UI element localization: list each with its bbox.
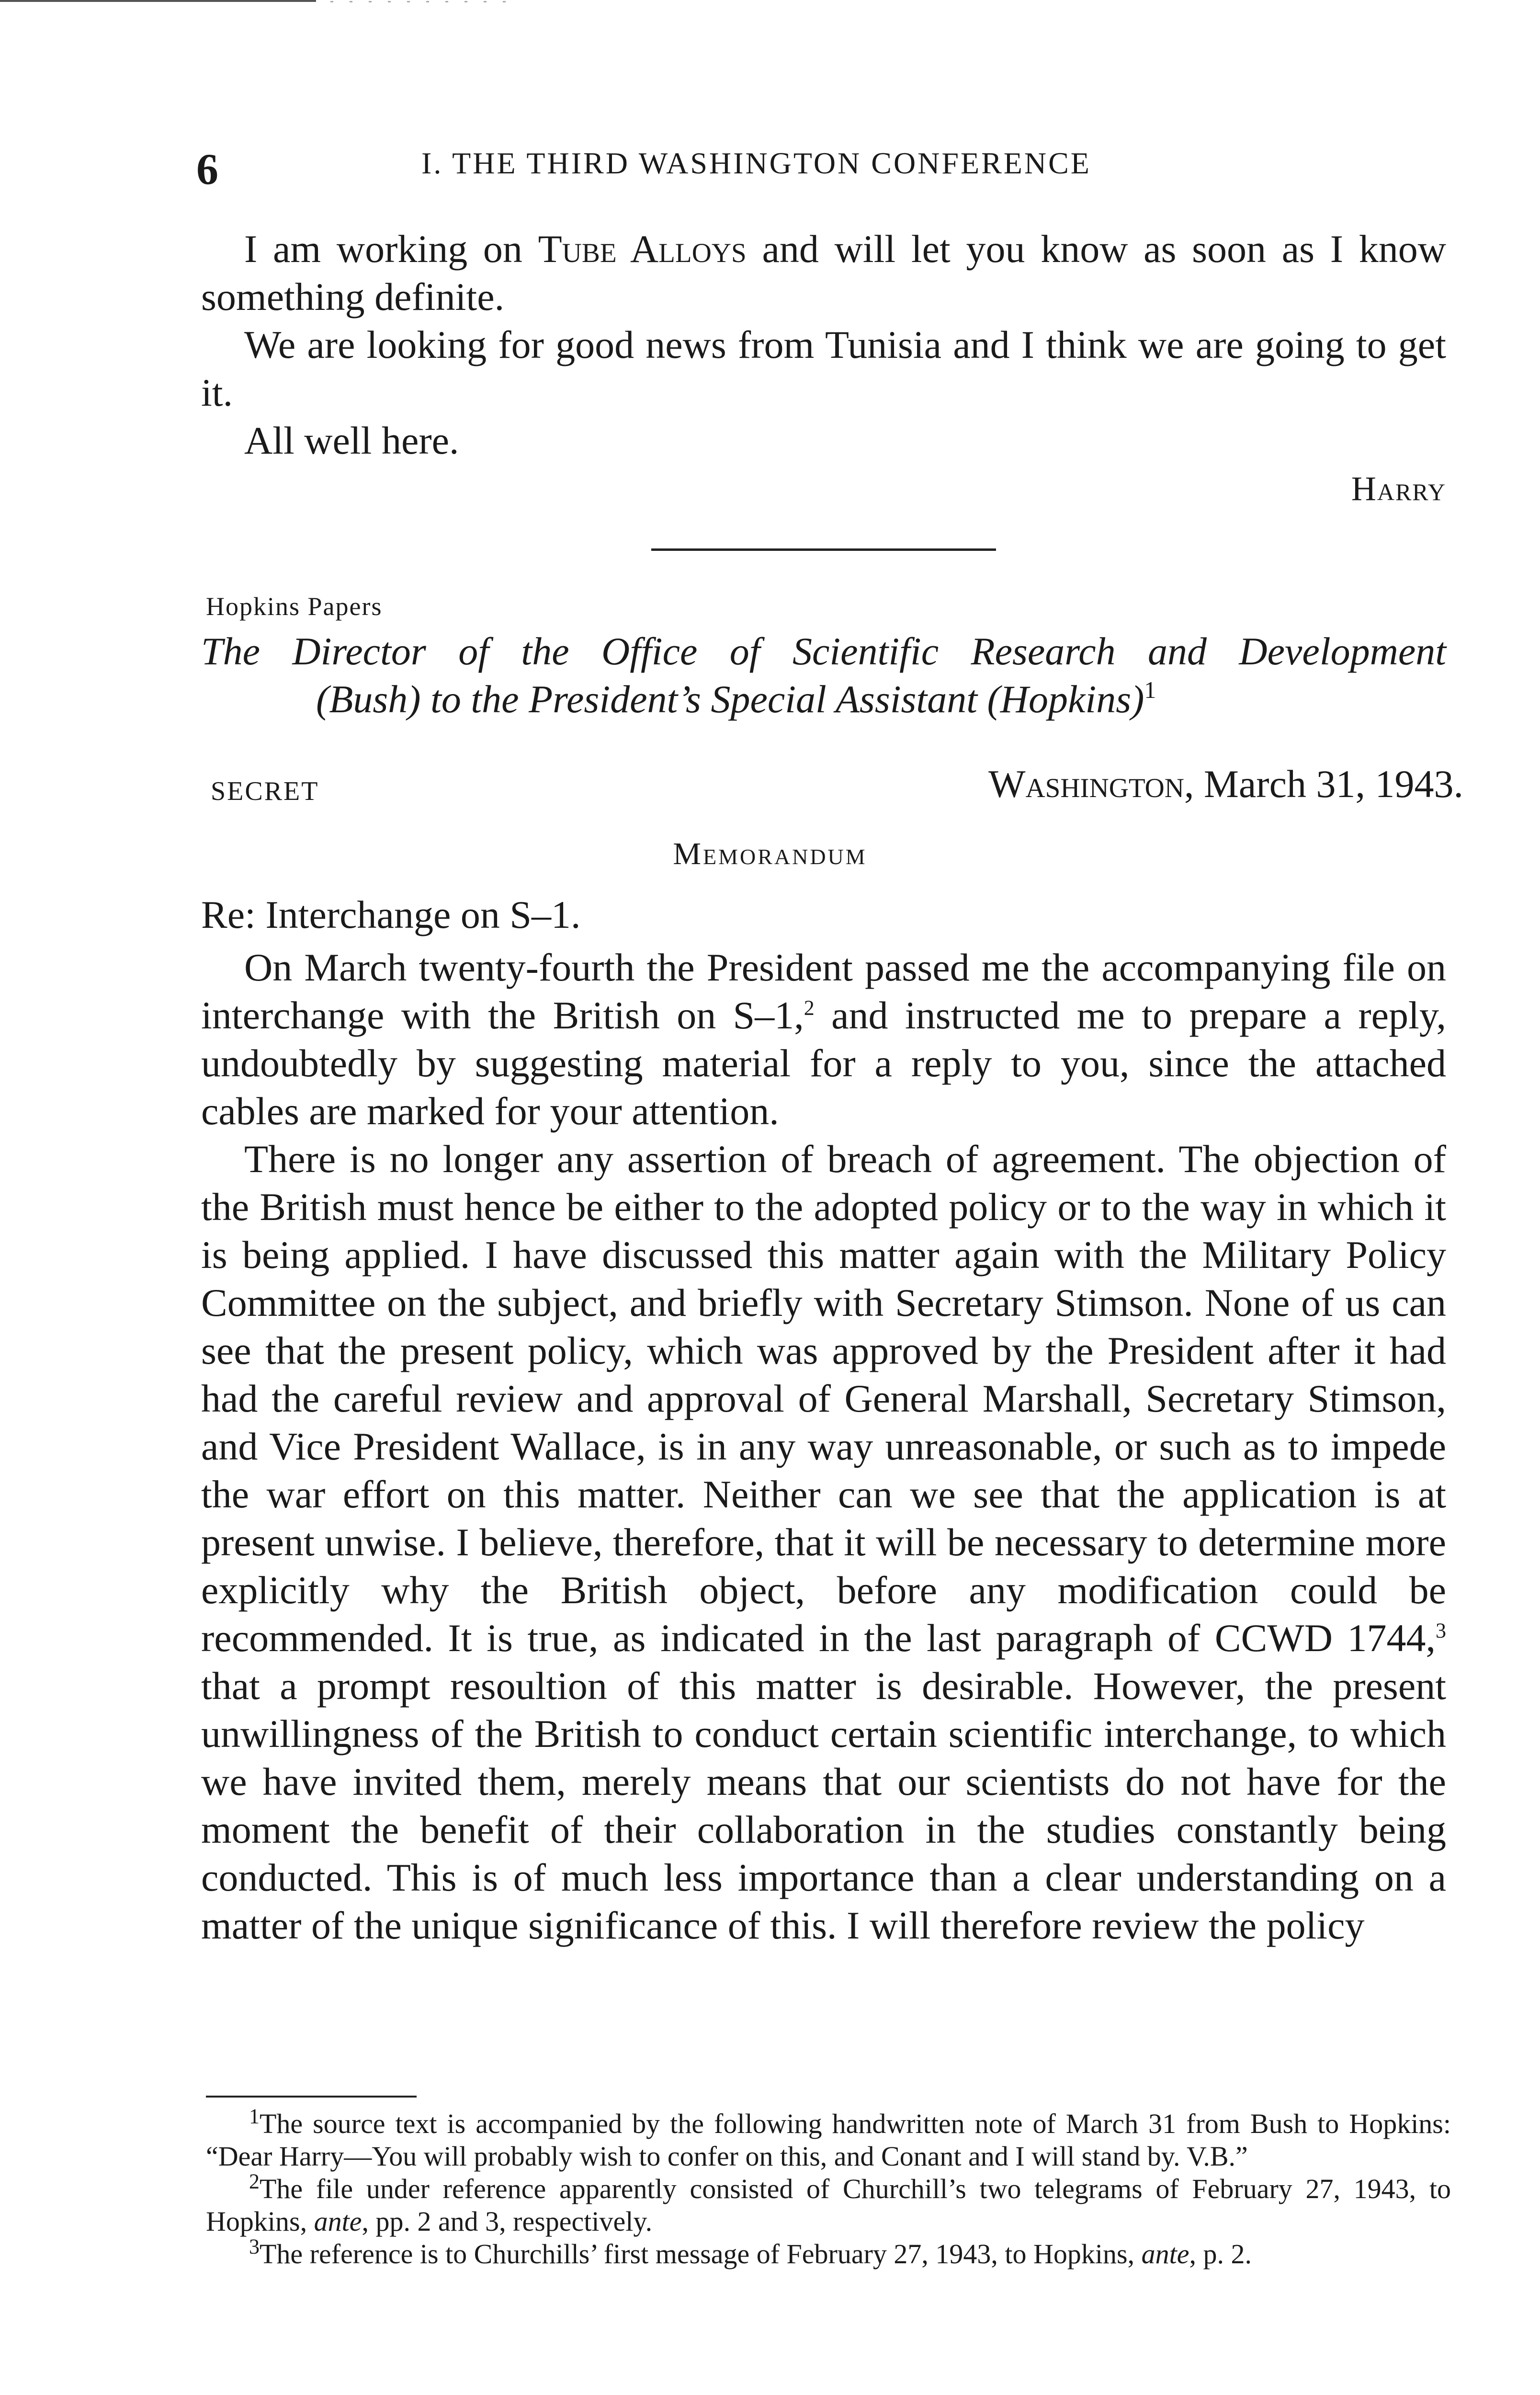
running-title: I. THE THIRD WASHINGTON CONFERENCE — [421, 146, 1091, 180]
letter-paragraph-2: We are looking for good news from Tunisia and I think we are going to get it. — [201, 323, 1446, 414]
footnotes — [206, 2104, 1451, 2270]
document-source: Hopkins Papers — [206, 592, 383, 621]
letter-paragraph-3: All well here. — [244, 419, 459, 462]
memo-paragraph-2: There is no longer any assertion of breach of agreement. The objection of the British must hence be either to the adopted policy or to the way in which it is being applied. I have discussed this matter again with the Military Policy Committee on the subject, and briefly with Secretary Stimson. None of us can see that the present policy, which was approved by the President after it had had the careful review and approval of General Marshall, Secretary Stimson, and Vice President Wallace, is in any way unreasonable, or such as to impede the war effort on this matter. Neither can we see that the application is at present unwise. I believe, therefore, that it will be necessary to determine more explicitly why the British object, before any modification could be recommended. It is true, as indicated in the last paragraph of CCWD 1744,$^3$ that a prompt resoultion of this matter is desirable. However, the present unwillingness of the British to conduct certain scientific interchange, to which we have invited them, merely means that our scientists do not have for the moment the benefit of their collaboration in the studies constantly being conducted. This is of much less importance than a clear understanding on a matter of the unique significance of this. I will therefore review the policy — [201, 1137, 1446, 1947]
memo-paragraph-1: On March twenty-fourth the President passed me the accompanying file on interchange with the British on S–1,$^2$ and instructed me to prepare a reply, undoubtedly by suggesting material for a reply to you, since the attached cables are marked for your attention. — [201, 946, 1446, 1133]
section-separator — [651, 548, 996, 551]
memo-body — [201, 891, 1446, 1950]
document-title-line-2: (Bush) to the President’s Special Assistant (Hopkins)$^1$ — [316, 676, 1156, 721]
page-number: 6 — [196, 145, 218, 194]
dateline — [988, 762, 1463, 807]
footnote-1: $^1$The source text is accompanied by the following handwritten note of March 31 from Bush to Hopkins: “Dear Harry—You will probably wish to confer on this, and Conant and I will stand by. V.B.” — [206, 2104, 1451, 2172]
code-name-tube-alloys: Tube Alloys — [538, 227, 747, 271]
re-line: Re: Interchange on S–1. — [201, 893, 581, 936]
dateline-date: , March 31, 1943. — [1184, 762, 1463, 806]
document-title — [201, 627, 1446, 723]
letter-paragraph-1: I am working on Tube Alloys and will let you know as soon as I know something definite. — [201, 227, 1446, 319]
letter-signature: Harry — [1351, 469, 1446, 508]
footnote-ref-2: 2 — [804, 996, 815, 1020]
top-scan-rule — [0, 0, 316, 2]
footnote-ref-3: 3 — [1436, 1619, 1446, 1642]
footnote-ref-1: 1 — [1144, 676, 1156, 703]
page-header — [0, 144, 1540, 192]
memo-heading: Memorandum — [673, 836, 867, 871]
dateline-place: Washington — [988, 762, 1184, 806]
document-title-line-1: The Director of the Office of Scientific Research and Development — [201, 629, 1446, 673]
top-scan-dots — [330, 1, 512, 2]
footnote-3: $^3$The reference is to Churchills’ first message of February 27, 1943, to Hopkins, ante, p. 2. — [249, 2235, 1252, 2270]
footnote-2: $^2$The file under reference apparently consisted of Churchill’s two telegrams of February 27, 1943, to Hopkins, ante, pp. 2 and 3, respectively. — [206, 2169, 1451, 2237]
letter-ending — [201, 225, 1446, 513]
footnote-separator — [206, 2096, 417, 2098]
classification-label: SECRET — [211, 776, 319, 806]
